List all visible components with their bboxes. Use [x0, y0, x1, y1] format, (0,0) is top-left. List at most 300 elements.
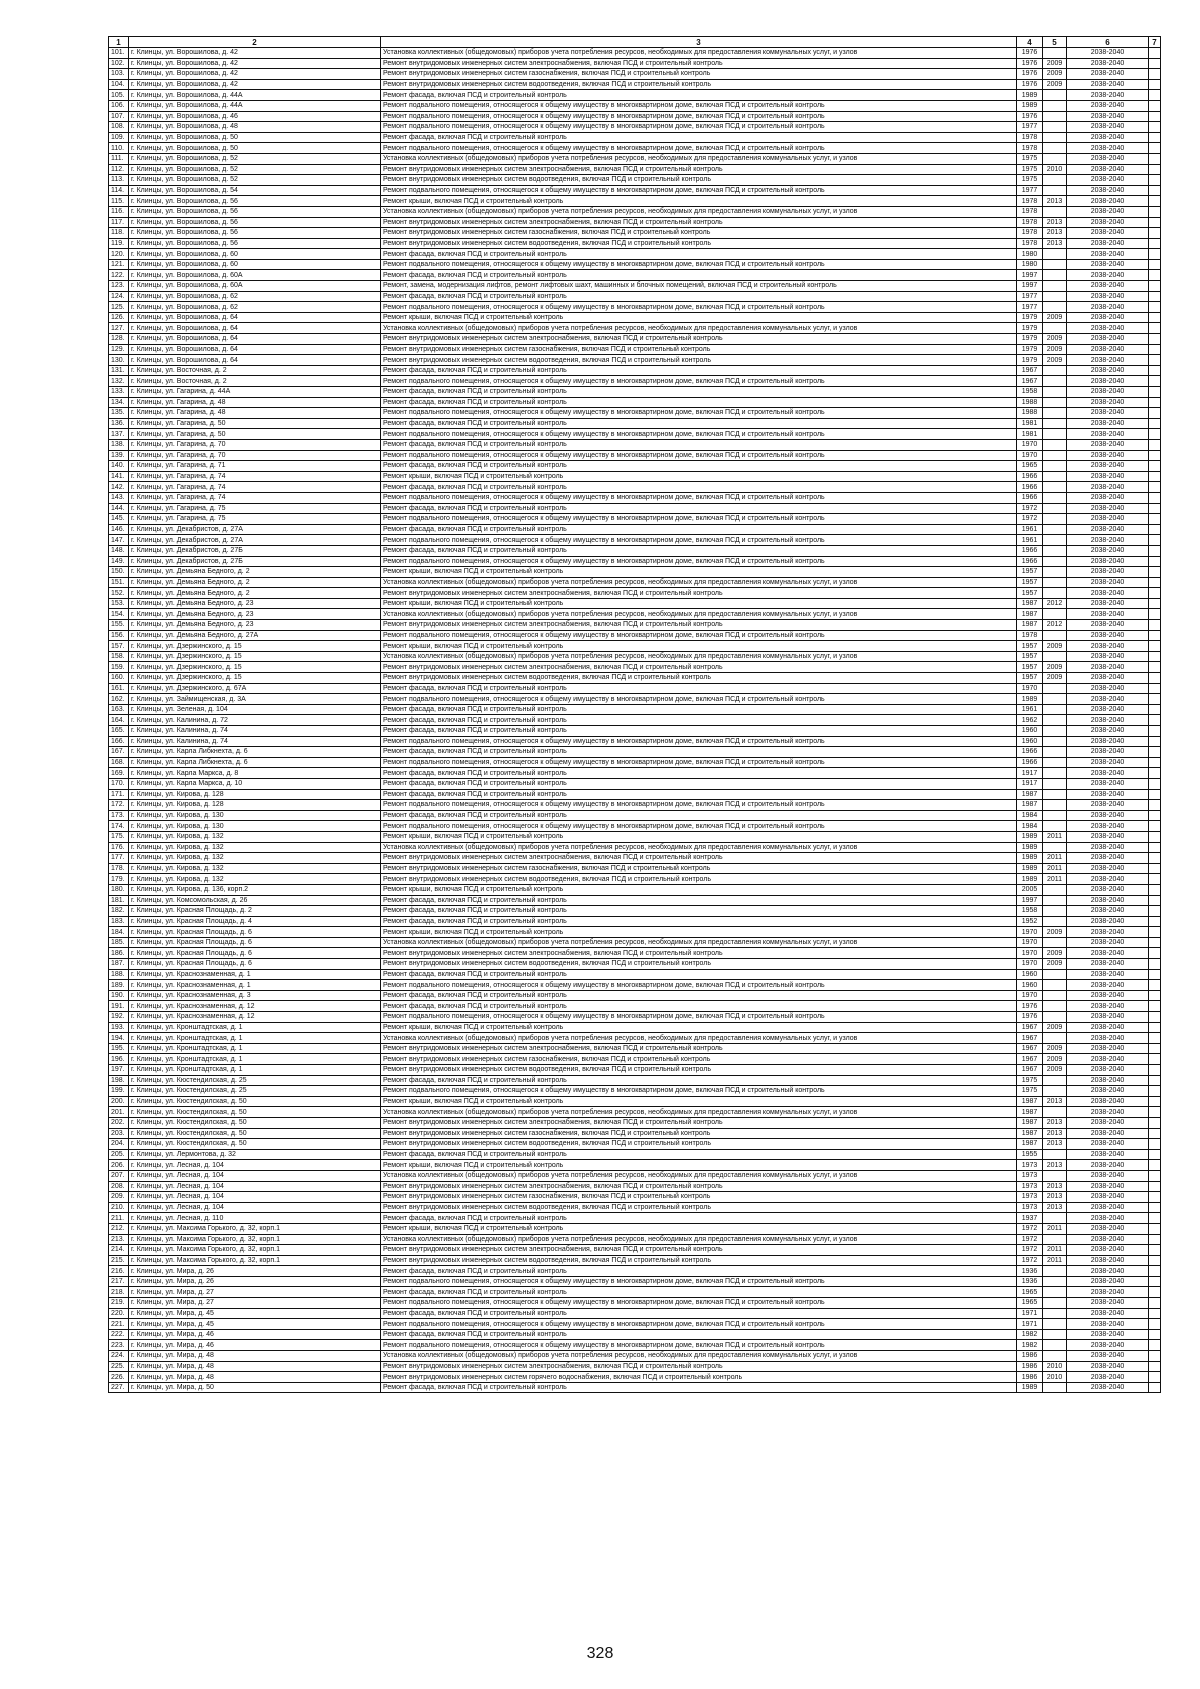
- address-cell: г. Клинцы, ул. Мира, д. 27: [129, 1287, 381, 1298]
- last-repair-cell: [1043, 1382, 1067, 1393]
- planned-period-cell: 2038-2040: [1067, 48, 1149, 59]
- table-row: [109, 69, 1161, 80]
- address-cell: г. Клинцы, ул. Ворошилова, д. 44А: [129, 90, 381, 101]
- year-built-cell: 1917: [1017, 768, 1043, 779]
- planned-period-cell: 2038-2040: [1067, 1181, 1149, 1192]
- last-repair-cell: [1043, 990, 1067, 1001]
- work-type-cell: Ремонт внутридомовых инженерных систем водоотведения, включая ПСД и строительный контроль: [381, 1065, 1017, 1076]
- empty-cell: [1149, 704, 1161, 715]
- address-cell: г. Клинцы, ул. Гагарина, д. 74: [129, 471, 381, 482]
- table-row: [109, 884, 1161, 895]
- address-cell: г. Клинцы, ул. Мира, д. 46: [129, 1329, 381, 1340]
- address-cell: г. Клинцы, ул. Ворошилова, д. 42: [129, 48, 381, 59]
- address-cell: г. Клинцы, ул. Ворошилова, д. 42: [129, 58, 381, 69]
- empty-cell: [1149, 747, 1161, 758]
- empty-cell: [1149, 217, 1161, 228]
- planned-period-cell: 2038-2040: [1067, 58, 1149, 69]
- year-built-cell: 1987: [1017, 789, 1043, 800]
- year-built-cell: 1982: [1017, 1329, 1043, 1340]
- last-repair-cell: 2009: [1043, 959, 1067, 970]
- table-row: [109, 312, 1161, 323]
- last-repair-cell: [1043, 895, 1067, 906]
- planned-period-cell: 2038-2040: [1067, 259, 1149, 270]
- work-type-cell: Ремонт подвального помещения, относящегося к общему имуществу в многоквартирном доме, включая ПСД и строительный контроль: [381, 259, 1017, 270]
- empty-cell: [1149, 736, 1161, 747]
- table-row: [109, 206, 1161, 217]
- empty-cell: [1149, 100, 1161, 111]
- year-built-cell: 1957: [1017, 673, 1043, 684]
- year-built-cell: 1989: [1017, 831, 1043, 842]
- address-cell: г. Клинцы, ул. Мира, д. 48: [129, 1361, 381, 1372]
- planned-period-cell: 2038-2040: [1067, 980, 1149, 991]
- work-type-cell: Ремонт крыши, включая ПСД и строительный контроль: [381, 641, 1017, 652]
- address-cell: г. Клинцы, ул. Ворошилова, д. 50: [129, 143, 381, 154]
- planned-period-cell: 2038-2040: [1067, 842, 1149, 853]
- work-type-cell: Ремонт подвального помещения, относящегося к общему имуществу в многоквартирном доме, включая ПСД и строительный контроль: [381, 185, 1017, 196]
- last-repair-cell: 2013: [1043, 228, 1067, 239]
- empty-cell: [1149, 492, 1161, 503]
- table-row: [109, 874, 1161, 885]
- last-repair-cell: 2013: [1043, 1192, 1067, 1203]
- empty-cell: [1149, 1287, 1161, 1298]
- address-cell: г. Клинцы, ул. Ворошилова, д. 64: [129, 312, 381, 323]
- address-cell: г. Клинцы, ул. Ворошилова, д. 64: [129, 323, 381, 334]
- row-number: 188.: [109, 969, 129, 980]
- row-number: 138.: [109, 439, 129, 450]
- work-type-cell: Ремонт фасада, включая ПСД и строительный контроль: [381, 439, 1017, 450]
- row-number: 127.: [109, 323, 129, 334]
- address-cell: г. Клинцы, ул. Кюстендилская, д. 50: [129, 1117, 381, 1128]
- register-table: [108, 36, 1161, 1393]
- table-row: [109, 376, 1161, 387]
- work-type-cell: Ремонт внутридомовых инженерных систем водоотведения, включая ПСД и строительный контроль: [381, 175, 1017, 186]
- year-built-cell: 1952: [1017, 916, 1043, 927]
- row-number: 194.: [109, 1033, 129, 1044]
- row-number: 112.: [109, 164, 129, 175]
- year-built-cell: 1960: [1017, 969, 1043, 980]
- address-cell: г. Клинцы, ул. Красная Площадь, д. 2: [129, 906, 381, 917]
- address-cell: г. Клинцы, ул. Кирова, д. 130: [129, 810, 381, 821]
- table-row: [109, 482, 1161, 493]
- row-number: 155.: [109, 620, 129, 631]
- last-repair-cell: [1043, 376, 1067, 387]
- work-type-cell: Ремонт фасада, включая ПСД и строительный контроль: [381, 545, 1017, 556]
- last-repair-cell: [1043, 1298, 1067, 1309]
- row-number: 193.: [109, 1022, 129, 1033]
- year-built-cell: 1989: [1017, 100, 1043, 111]
- planned-period-cell: 2038-2040: [1067, 948, 1149, 959]
- address-cell: г. Клинцы, ул. Ворошилова, д. 52: [129, 164, 381, 175]
- year-built-cell: 1961: [1017, 704, 1043, 715]
- year-built-cell: 1936: [1017, 1276, 1043, 1287]
- planned-period-cell: 2038-2040: [1067, 577, 1149, 588]
- work-type-cell: Установка коллективных (общедомовых) приборов учета потребления ресурсов, необходимых для предоставления коммунальных услуг, и узлов: [381, 842, 1017, 853]
- row-number: 220.: [109, 1308, 129, 1319]
- planned-period-cell: 2038-2040: [1067, 1245, 1149, 1256]
- address-cell: г. Клинцы, ул. Лесная, д. 104: [129, 1192, 381, 1203]
- empty-cell: [1149, 58, 1161, 69]
- table-body: [109, 48, 1161, 1393]
- planned-period-cell: 2038-2040: [1067, 1012, 1149, 1023]
- table-row: [109, 196, 1161, 207]
- empty-cell: [1149, 1298, 1161, 1309]
- table-row: [109, 1054, 1161, 1065]
- last-repair-cell: [1043, 1213, 1067, 1224]
- planned-period-cell: 2038-2040: [1067, 524, 1149, 535]
- table-row: [109, 545, 1161, 556]
- table-row: [109, 980, 1161, 991]
- address-cell: г. Клинцы, ул. Лесная, д. 104: [129, 1202, 381, 1213]
- row-number: 145.: [109, 514, 129, 525]
- work-type-cell: Ремонт внутридомовых инженерных систем водоотведения, включая ПСД и строительный контроль: [381, 874, 1017, 885]
- planned-period-cell: 2038-2040: [1067, 810, 1149, 821]
- empty-cell: [1149, 1107, 1161, 1118]
- last-repair-cell: [1043, 704, 1067, 715]
- row-number: 108.: [109, 122, 129, 133]
- row-number: 196.: [109, 1054, 129, 1065]
- planned-period-cell: 2038-2040: [1067, 1382, 1149, 1393]
- row-number: 211.: [109, 1213, 129, 1224]
- last-repair-cell: [1043, 906, 1067, 917]
- planned-period-cell: 2038-2040: [1067, 1276, 1149, 1287]
- empty-cell: [1149, 1054, 1161, 1065]
- last-repair-cell: [1043, 397, 1067, 408]
- year-built-cell: 1989: [1017, 694, 1043, 705]
- work-type-cell: Ремонт подвального помещения, относящегося к общему имуществу в многоквартирном доме, включая ПСД и строительный контроль: [381, 302, 1017, 313]
- empty-cell: [1149, 1096, 1161, 1107]
- last-repair-cell: [1043, 492, 1067, 503]
- last-repair-cell: [1043, 778, 1067, 789]
- table-row: [109, 1213, 1161, 1224]
- table-row: [109, 450, 1161, 461]
- address-cell: г. Клинцы, ул. Мира, д. 48: [129, 1351, 381, 1362]
- last-repair-cell: [1043, 651, 1067, 662]
- work-type-cell: Ремонт фасада, включая ПСД и строительный контроль: [381, 1329, 1017, 1340]
- row-number: 209.: [109, 1192, 129, 1203]
- table-row: [109, 1319, 1161, 1330]
- address-cell: г. Клинцы, ул. Мира, д. 45: [129, 1319, 381, 1330]
- last-repair-cell: 2009: [1043, 662, 1067, 673]
- year-built-cell: 1961: [1017, 524, 1043, 535]
- planned-period-cell: 2038-2040: [1067, 673, 1149, 684]
- work-type-cell: Ремонт внутридомовых инженерных систем электроснабжения, включая ПСД и строительный контроль: [381, 164, 1017, 175]
- row-number: 172.: [109, 800, 129, 811]
- row-number: 204.: [109, 1139, 129, 1150]
- planned-period-cell: 2038-2040: [1067, 609, 1149, 620]
- last-repair-cell: [1043, 249, 1067, 260]
- last-repair-cell: 2009: [1043, 312, 1067, 323]
- planned-period-cell: 2038-2040: [1067, 757, 1149, 768]
- empty-cell: [1149, 408, 1161, 419]
- address-cell: г. Клинцы, ул. Калинина, д. 74: [129, 736, 381, 747]
- row-number: 159.: [109, 662, 129, 673]
- address-cell: г. Клинцы, ул. Демьяна Бедного, д. 2: [129, 588, 381, 599]
- empty-cell: [1149, 1033, 1161, 1044]
- year-built-cell: 1987: [1017, 609, 1043, 620]
- year-built-cell: 1997: [1017, 895, 1043, 906]
- last-repair-cell: [1043, 937, 1067, 948]
- work-type-cell: Установка коллективных (общедомовых) приборов учета потребления ресурсов, необходимых для предоставления коммунальных услуг, и узлов: [381, 1170, 1017, 1181]
- row-number: 143.: [109, 492, 129, 503]
- last-repair-cell: [1043, 1012, 1067, 1023]
- address-cell: г. Клинцы, ул. Гагарина, д. 50: [129, 418, 381, 429]
- table-row: [109, 1043, 1161, 1054]
- work-type-cell: Установка коллективных (общедомовых) приборов учета потребления ресурсов, необходимых для предоставления коммунальных услуг, и узлов: [381, 323, 1017, 334]
- table-row: [109, 1117, 1161, 1128]
- table-row: [109, 1022, 1161, 1033]
- table-row: [109, 175, 1161, 186]
- empty-cell: [1149, 1361, 1161, 1372]
- empty-cell: [1149, 524, 1161, 535]
- last-repair-cell: [1043, 1308, 1067, 1319]
- last-repair-cell: 2009: [1043, 1054, 1067, 1065]
- table-row: [109, 334, 1161, 345]
- work-type-cell: Ремонт внутридомовых инженерных систем электроснабжения, включая ПСД и строительный контроль: [381, 588, 1017, 599]
- work-type-cell: Установка коллективных (общедомовых) приборов учета потребления ресурсов, необходимых для предоставления коммунальных услуг, и узлов: [381, 206, 1017, 217]
- work-type-cell: Ремонт внутридомовых инженерных систем электроснабжения, включая ПСД и строительный контроль: [381, 662, 1017, 673]
- year-built-cell: 1965: [1017, 1287, 1043, 1298]
- row-number: 206.: [109, 1160, 129, 1171]
- year-built-cell: 1972: [1017, 503, 1043, 514]
- year-built-cell: 1986: [1017, 1351, 1043, 1362]
- planned-period-cell: 2038-2040: [1067, 683, 1149, 694]
- year-built-cell: 1966: [1017, 747, 1043, 758]
- work-type-cell: Ремонт подвального помещения, относящегося к общему имуществу в многоквартирном доме, включая ПСД и строительный контроль: [381, 821, 1017, 832]
- year-built-cell: 1984: [1017, 810, 1043, 821]
- last-repair-cell: [1043, 48, 1067, 59]
- empty-cell: [1149, 577, 1161, 588]
- row-number: 181.: [109, 895, 129, 906]
- planned-period-cell: 2038-2040: [1067, 1001, 1149, 1012]
- row-number: 169.: [109, 768, 129, 779]
- table-row: [109, 1139, 1161, 1150]
- address-cell: г. Клинцы, ул. Ворошилова, д. 56: [129, 238, 381, 249]
- row-number: 164.: [109, 715, 129, 726]
- planned-period-cell: 2038-2040: [1067, 1033, 1149, 1044]
- last-repair-cell: [1043, 1266, 1067, 1277]
- last-repair-cell: [1043, 503, 1067, 514]
- row-number: 107.: [109, 111, 129, 122]
- planned-period-cell: 2038-2040: [1067, 1287, 1149, 1298]
- row-number: 171.: [109, 789, 129, 800]
- last-repair-cell: 2010: [1043, 1361, 1067, 1372]
- address-cell: г. Клинцы, ул. Максима Горького, д. 32, корп.1: [129, 1223, 381, 1234]
- row-number: 217.: [109, 1276, 129, 1287]
- work-type-cell: Ремонт внутридомовых инженерных систем электроснабжения, включая ПСД и строительный контроль: [381, 948, 1017, 959]
- address-cell: г. Клинцы, ул. Мира, д. 46: [129, 1340, 381, 1351]
- address-cell: г. Клинцы, ул. Краснознаменная, д. 12: [129, 1012, 381, 1023]
- row-number: 227.: [109, 1382, 129, 1393]
- year-built-cell: 1973: [1017, 1170, 1043, 1181]
- empty-cell: [1149, 1139, 1161, 1150]
- work-type-cell: Ремонт подвального помещения, относящегося к общему имуществу в многоквартирном доме, включая ПСД и строительный контроль: [381, 492, 1017, 503]
- year-built-cell: 1966: [1017, 471, 1043, 482]
- empty-cell: [1149, 1351, 1161, 1362]
- planned-period-cell: 2038-2040: [1067, 1160, 1149, 1171]
- work-type-cell: Установка коллективных (общедомовых) приборов учета потребления ресурсов, необходимых для предоставления коммунальных услуг, и узлов: [381, 1107, 1017, 1118]
- header-row: [109, 37, 1161, 48]
- empty-cell: [1149, 884, 1161, 895]
- empty-cell: [1149, 143, 1161, 154]
- address-cell: г. Клинцы, ул. Краснознаменная, д. 12: [129, 1001, 381, 1012]
- planned-period-cell: 2038-2040: [1067, 132, 1149, 143]
- empty-cell: [1149, 1117, 1161, 1128]
- planned-period-cell: 2038-2040: [1067, 969, 1149, 980]
- empty-cell: [1149, 567, 1161, 578]
- planned-period-cell: 2038-2040: [1067, 662, 1149, 673]
- address-cell: г. Клинцы, ул. Кюстендилская, д. 50: [129, 1096, 381, 1107]
- row-number: 162.: [109, 694, 129, 705]
- planned-period-cell: 2038-2040: [1067, 1361, 1149, 1372]
- table-row: [109, 1033, 1161, 1044]
- table-row: [109, 810, 1161, 821]
- empty-cell: [1149, 810, 1161, 821]
- address-cell: г. Клинцы, ул. Красная Площадь, д. 6: [129, 959, 381, 970]
- planned-period-cell: 2038-2040: [1067, 302, 1149, 313]
- column-header: 6: [1067, 37, 1149, 48]
- table-row: [109, 1128, 1161, 1139]
- empty-cell: [1149, 450, 1161, 461]
- planned-period-cell: 2038-2040: [1067, 789, 1149, 800]
- row-number: 109.: [109, 132, 129, 143]
- work-type-cell: Установка коллективных (общедомовых) приборов учета потребления ресурсов, необходимых для предоставления коммунальных услуг, и узлов: [381, 577, 1017, 588]
- row-number: 119.: [109, 238, 129, 249]
- work-type-cell: Ремонт внутридомовых инженерных систем водоотведения, включая ПСД и строительный контроль: [381, 1139, 1017, 1150]
- year-built-cell: 1987: [1017, 620, 1043, 631]
- work-type-cell: Ремонт внутридомовых инженерных систем водоотведения, включая ПСД и строительный контроль: [381, 673, 1017, 684]
- empty-cell: [1149, 1223, 1161, 1234]
- table-row: [109, 948, 1161, 959]
- planned-period-cell: 2038-2040: [1067, 439, 1149, 450]
- work-type-cell: Ремонт крыши, включая ПСД и строительный контроль: [381, 598, 1017, 609]
- year-built-cell: 1967: [1017, 1033, 1043, 1044]
- empty-cell: [1149, 789, 1161, 800]
- address-cell: г. Клинцы, ул. Максима Горького, д. 32, корп.1: [129, 1255, 381, 1266]
- address-cell: г. Клинцы, ул. Красная Площадь, д. 6: [129, 948, 381, 959]
- work-type-cell: Ремонт фасада, включая ПСД и строительный контроль: [381, 969, 1017, 980]
- empty-cell: [1149, 545, 1161, 556]
- address-cell: г. Клинцы, ул. Дзержинского, д. 15: [129, 673, 381, 684]
- row-number: 187.: [109, 959, 129, 970]
- year-built-cell: 1970: [1017, 990, 1043, 1001]
- year-built-cell: 1973: [1017, 1160, 1043, 1171]
- table-row: [109, 1012, 1161, 1023]
- address-cell: г. Клинцы, ул. Ворошилова, д. 60А: [129, 270, 381, 281]
- year-built-cell: 1970: [1017, 937, 1043, 948]
- year-built-cell: 1972: [1017, 1255, 1043, 1266]
- year-built-cell: 1978: [1017, 143, 1043, 154]
- row-number: 129.: [109, 344, 129, 355]
- table-row: [109, 429, 1161, 440]
- empty-cell: [1149, 715, 1161, 726]
- last-repair-cell: [1043, 471, 1067, 482]
- last-repair-cell: 2012: [1043, 620, 1067, 631]
- last-repair-cell: [1043, 810, 1067, 821]
- planned-period-cell: 2038-2040: [1067, 778, 1149, 789]
- empty-cell: [1149, 185, 1161, 196]
- work-type-cell: Ремонт внутридомовых инженерных систем газоснабжения, включая ПСД и строительный контроль: [381, 344, 1017, 355]
- planned-period-cell: 2038-2040: [1067, 1192, 1149, 1203]
- row-number: 215.: [109, 1255, 129, 1266]
- year-built-cell: 1973: [1017, 1202, 1043, 1213]
- year-built-cell: 1976: [1017, 1012, 1043, 1023]
- table-row: [109, 588, 1161, 599]
- planned-period-cell: 2038-2040: [1067, 1255, 1149, 1266]
- last-repair-cell: 2012: [1043, 598, 1067, 609]
- empty-cell: [1149, 1202, 1161, 1213]
- work-type-cell: Ремонт фасада, включая ПСД и строительный контроль: [381, 461, 1017, 472]
- planned-period-cell: 2038-2040: [1067, 429, 1149, 440]
- work-type-cell: Ремонт подвального помещения, относящегося к общему имуществу в многоквартирном доме, включая ПСД и строительный контроль: [381, 408, 1017, 419]
- last-repair-cell: [1043, 1170, 1067, 1181]
- last-repair-cell: [1043, 969, 1067, 980]
- row-number: 157.: [109, 641, 129, 652]
- row-number: 106.: [109, 100, 129, 111]
- last-repair-cell: [1043, 768, 1067, 779]
- address-cell: г. Клинцы, ул. Ворошилова, д. 64: [129, 334, 381, 345]
- empty-cell: [1149, 630, 1161, 641]
- address-cell: г. Клинцы, ул. Мира, д. 26: [129, 1276, 381, 1287]
- empty-cell: [1149, 1181, 1161, 1192]
- address-cell: г. Клинцы, ул. Декабристов, д. 27А: [129, 535, 381, 546]
- last-repair-cell: [1043, 132, 1067, 143]
- address-cell: г. Клинцы, ул. Гагарина, д. 70: [129, 450, 381, 461]
- last-repair-cell: [1043, 461, 1067, 472]
- page-number: 328: [586, 1645, 614, 1662]
- empty-cell: [1149, 588, 1161, 599]
- year-built-cell: 1965: [1017, 461, 1043, 472]
- last-repair-cell: [1043, 842, 1067, 853]
- address-cell: г. Клинцы, ул. Кронштадтская, д. 1: [129, 1022, 381, 1033]
- last-repair-cell: [1043, 1329, 1067, 1340]
- empty-cell: [1149, 1065, 1161, 1076]
- planned-period-cell: 2038-2040: [1067, 281, 1149, 292]
- year-built-cell: 1979: [1017, 334, 1043, 345]
- address-cell: г. Клинцы, ул. Ворошилова, д. 62: [129, 291, 381, 302]
- table-row: [109, 577, 1161, 588]
- year-built-cell: 1987: [1017, 1117, 1043, 1128]
- address-cell: г. Клинцы, ул. Гагарина, д. 48: [129, 397, 381, 408]
- last-repair-cell: 2009: [1043, 334, 1067, 345]
- last-repair-cell: 2009: [1043, 79, 1067, 90]
- last-repair-cell: [1043, 916, 1067, 927]
- address-cell: г. Клинцы, ул. Демьяна Бедного, д. 2: [129, 577, 381, 588]
- last-repair-cell: [1043, 683, 1067, 694]
- table-row: [109, 492, 1161, 503]
- work-type-cell: Ремонт внутридомовых инженерных систем горячего водоснабжения, включая ПСД и строительный контроль: [381, 1372, 1017, 1383]
- year-built-cell: 1989: [1017, 863, 1043, 874]
- table-row: [109, 58, 1161, 69]
- empty-cell: [1149, 259, 1161, 270]
- work-type-cell: Ремонт фасада, включая ПСД и строительный контроль: [381, 1287, 1017, 1298]
- work-type-cell: Ремонт крыши, включая ПСД и строительный контроль: [381, 196, 1017, 207]
- row-number: 110.: [109, 143, 129, 154]
- year-built-cell: 1987: [1017, 1107, 1043, 1118]
- work-type-cell: Ремонт крыши, включая ПСД и строительный контроль: [381, 1223, 1017, 1234]
- last-repair-cell: [1043, 1351, 1067, 1362]
- year-built-cell: 1978: [1017, 132, 1043, 143]
- planned-period-cell: 2038-2040: [1067, 334, 1149, 345]
- row-number: 203.: [109, 1128, 129, 1139]
- empty-cell: [1149, 1340, 1161, 1351]
- planned-period-cell: 2038-2040: [1067, 1202, 1149, 1213]
- row-number: 177.: [109, 853, 129, 864]
- last-repair-cell: [1043, 206, 1067, 217]
- last-repair-cell: [1043, 535, 1067, 546]
- work-type-cell: Ремонт фасада, включая ПСД и строительный контроль: [381, 1001, 1017, 1012]
- address-cell: г. Клинцы, ул. Мира, д. 48: [129, 1372, 381, 1383]
- row-number: 134.: [109, 397, 129, 408]
